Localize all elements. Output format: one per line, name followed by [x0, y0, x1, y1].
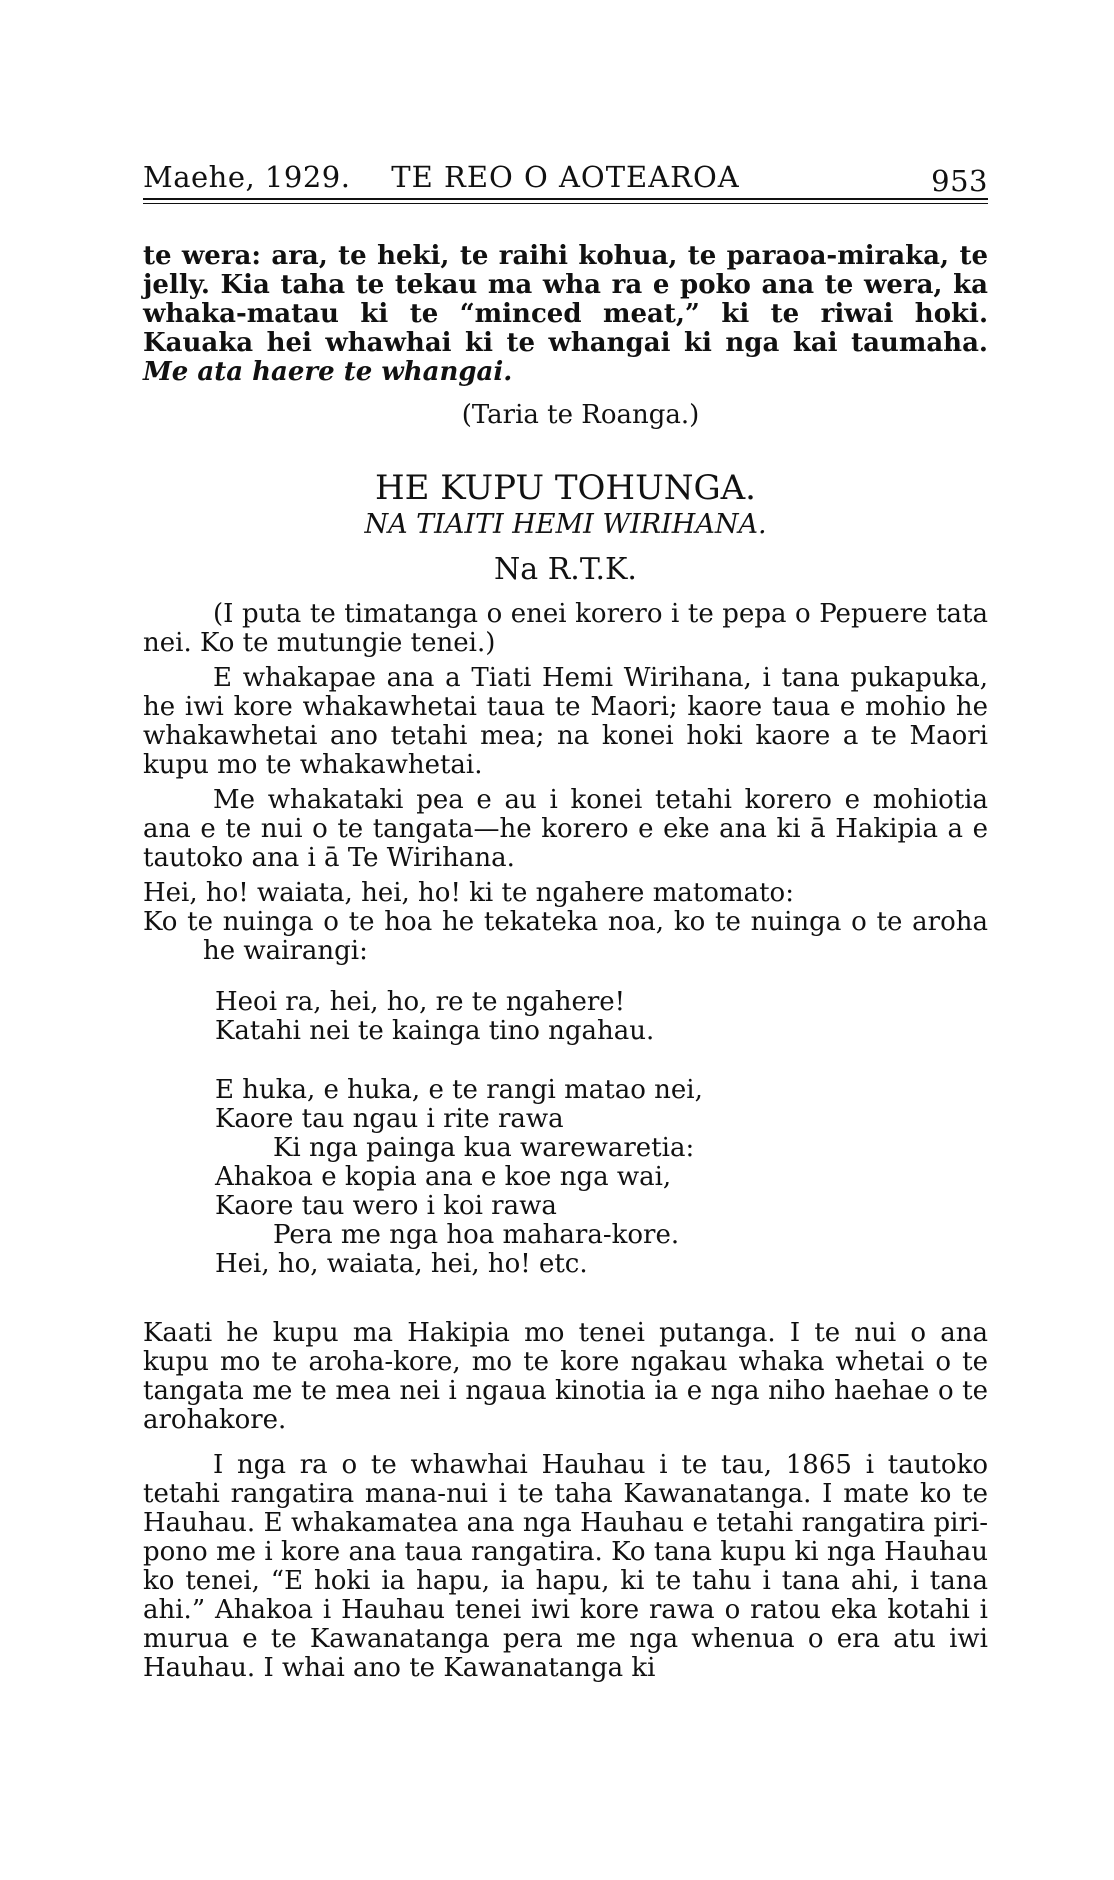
page-body	[143, 242, 988, 1683]
verse-stanza	[215, 988, 988, 1046]
verse-line: Katahi nei te kainga tino ngahau.	[215, 1016, 655, 1046]
paragraph-editorial-note: (I puta te timatanga o enei korero i te pepa o Pepuere tata nei. Ko te mutungie tenei.)	[143, 599, 988, 658]
paragraph: E whakapae ana a Tiati Hemi Wirihana, i tana pukapuka, he iwi kore whakawhetai taua te Maori; kaore taua e mohio he whakawhetai ano tetahi mea; na konei hoki kaore a te Maori kupu mo te whakawhetai.	[143, 663, 988, 780]
verse-line: Ahakoa e kopia ana e koe nga wai,	[215, 1162, 672, 1192]
paragraph: Kaati he kupu ma Hakipia mo tenei putanga. I te nui o ana kupu mo te aroha-kore, mo te kore ngakau whaka whetai o te tangata me te mea nei i ngaua kinotia ia e nga niho haehae o te arohakore.	[143, 1318, 988, 1435]
paragraph-quote-line: Hei, ho! waiata, hei, ho! ki te ngahere matomato:	[143, 878, 794, 908]
verse-line: Heoi ra, hei, ho, re te ngahere!	[215, 987, 626, 1017]
verse-line: Ki nga painga kua warewaretia:	[273, 1133, 695, 1163]
intro-italic: Me ata haere te whangai.	[143, 357, 513, 387]
header-title: TE REO O AOTEAROA	[391, 160, 740, 194]
article-title: HE KUPU TOHUNGA.	[375, 468, 756, 508]
header-rule-thin	[143, 203, 988, 204]
intro-paragraph	[143, 242, 988, 387]
verse-line: Kaore tau wero i koi rawa	[215, 1191, 557, 1221]
intro-text: te wera: ara, te heki, te raihi kohua, te paraoa-miraka, te jelly. Kia taha te tekau ma wha ra e poko ana te wera, ka whaka-matau ki te “minced meat,” ki te riwai hoki. Kauaka hei whawhai ki te whangai ki nga kai taumaha.	[143, 241, 988, 358]
paragraph-quote-line: Ko te nuinga o te hoa he tekateka noa, ko te nuinga o te aroha he wairangi:	[143, 907, 988, 966]
continued-note: (Taria te Roanga.)	[461, 400, 700, 430]
header-rule	[143, 198, 988, 200]
page-number: 953	[931, 164, 988, 198]
verse-line: Hei, ho, waiata, hei, ho! etc.	[215, 1249, 588, 1279]
verse-line: Pera me nga hoa mahara-kore.	[273, 1220, 680, 1250]
verse-line: Kaore tau ngau i rite rawa	[215, 1104, 564, 1134]
paragraph: I nga ra o te whawhai Hauhau i te tau, 1865 i tautoko tetahi rangatira mana-nui i te taha Kawanatanga. I mate ko te Hauhau. E whakamatea ana nga Hauhau e tetahi rangatira piri-pono me i kore ana taua rangatira. Ko tana kupu ki nga Hauhau ko tenei, “E hoki ia hapu, ia hapu, ki te tahu i tana ahi, i tana ahi.” Ahakoa i Hauhau tenei iwi kore rawa o ratou eka kotahi i murua e te Kawanatanga pera me nga whenua o era atu iwi Hauhau. I whai ano te Kawanatanga ki	[143, 1450, 988, 1683]
running-header	[143, 160, 988, 198]
paragraph: Me whakataki pea e au i konei tetahi korero e mohiotia ana e te nui o te tangata—he korero e eke ana ki ā Hakipia a e tautoko ana i ā Te Wirihana.	[143, 785, 988, 873]
article-subtitle: NA TIAITI HEMI WIRIHANA.	[364, 509, 767, 540]
header-date: Maehe, 1929.	[143, 160, 351, 194]
article-author: Na R.T.K.	[494, 552, 637, 587]
verse-stanza	[215, 1076, 988, 1279]
verse-line: E huka, e huka, e te rangi matao nei,	[215, 1075, 703, 1105]
